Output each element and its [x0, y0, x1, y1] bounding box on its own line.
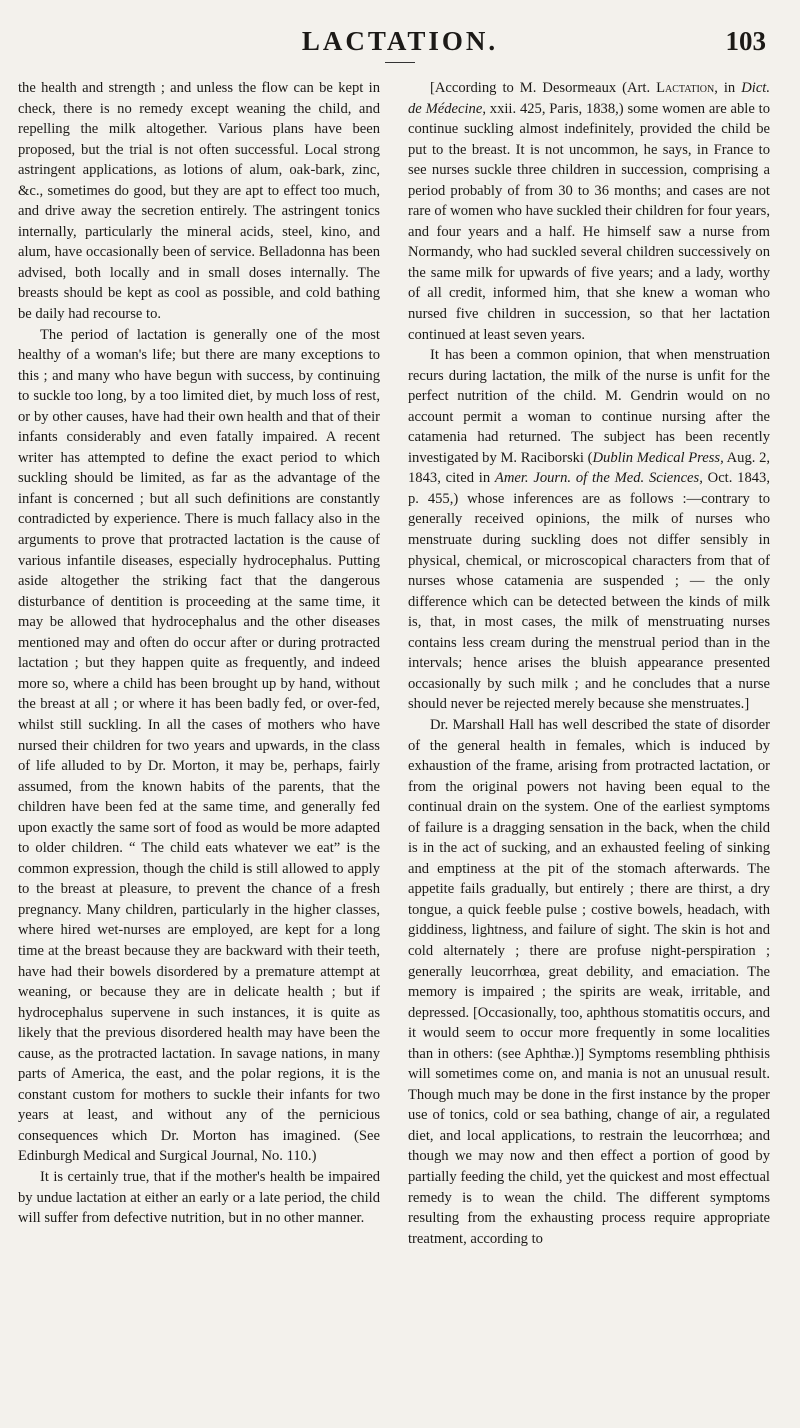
- text-run: It has been a common opinion, that when menstruation recurs during lactation, the milk of the nurse is unfit for the perfect nutrition of the child. M. Gendrin would on no account permit a woman to continue nursing after the catamenia had returned. The subject has been recently investigated by M. Raciborski (: [408, 347, 770, 466]
- running-title: LACTATION.: [301, 26, 499, 56]
- paragraph: [408, 345, 770, 715]
- header-ornament-rule: [385, 62, 415, 63]
- left-column: [18, 78, 380, 1229]
- paragraph: It is certainly true, that if the mother's health be impaired by undue lactation at either an early or a late period, the child will suffer from defective nutrition, but in no other manner.: [18, 1168, 380, 1227]
- text-run: [According to M. Desormeaux (Art.: [430, 80, 657, 96]
- right-column: [408, 78, 770, 1249]
- citation-title: Amer. Journ. of the Med. Sciences,: [494, 470, 703, 487]
- text-run: Lactation: [656, 80, 715, 96]
- citation-title: Dict. de Médecine: [408, 80, 771, 117]
- citation-title: Dublin Medical Press,: [592, 449, 724, 466]
- paragraph: Dr. Marshall Hall has well described the state of disorder of the general health in females, which is induced by exhaustion of the frame, arising from protracted lactation, or from the original powers not having been equal to the continual drain on the system. One of the earliest symptoms of failure is a dragging sensation in the back, when the child is in the act of sucking, and an exhausted feeling of sinking and emptiness at the pit of the stomach afterwards. The appetite fails gradually, but entirely ; there are thirst, a dry tongue, a quick feeble pulse ; costive bowels, headach, with giddiness, lightness, and failure of sight. The skin is hot and cold alternately ; there are profuse night-perspiration ; generally leucorrhœa, great debility, and emaciation. The memory is impaired ; the spirits are weak, irritable, and depressed. [Occasionally, too, aphthous stomatitis occurs, and it would seem to occur more frequently in some localities than in others: (see Aphthæ.)] Symptoms resembling phthisis will sometimes come on, and mania is not an unusual result. Though much may be done in the first instance by the proper use of tonics, cold or sea bathing, change of air, a regulated diet, and local applications, to restrain the leucorrhœa; and though we may now and then effect a portion of good by partially feeding the child, yet the quickest and most effectual remedy is to wean the child. The different symptoms resulting from the exhausting process require appropriate treatment, according to: [408, 716, 770, 1247]
- page-number: 103: [725, 26, 766, 56]
- paragraph: the health and strength ; and unless the flow can be kept in check, there is no remedy except weaning the child, and repelling the milk altogether. Various plans have been proposed, but the trial is not often successful. Local strong astringent applications, as lotions of alum, oak-bark, zinc, &c., sometimes do good, but they are apt to effect too much, and drive away the secretion entirely. The astringent tonics internally, particularly the mineral acids, steel, kino, and alum, have occasionally been of service. Belladonna has been advised, both locally and in small doses internally. The breasts should be kept as cool as possible, and cold bathing be daily had recourse to.: [18, 80, 380, 323]
- text-run: Aug. 2, 1843, cited in: [408, 449, 771, 487]
- text-run: , xxii. 425, Paris, 1838,) some women are able to continue suckling almost indefinitely, provided the child be put to the breast. It is not uncommon, he says, in France to see nurses suckle three children in succession, comprising a period probably of from 30 to 36 months; and cases are not rare of women who have suckled their children for four years, and four years and a half. He himself saw a nurse from Normandy, who had suckled several children successively on the same milk for upwards of five years; and a lady, worthy of all credit, informed him, that she knew a woman who nursed five children in succession, so that her lactation continued at least seven years.: [408, 100, 770, 343]
- text-run: , in: [714, 80, 742, 96]
- paragraph: [408, 78, 770, 345]
- paragraph: The period of lactation is generally one of the most healthy of a woman's life; but there are many exceptions to this ; and many who have begun with success, by continuing to suckle too long, by a too limited diet, by much loss of rest, or by other causes, have had their own health and that of their infants considerably and even fatally impaired. A recent writer has attempted to define the exact period to which suckling should be limited, as far as the advantage of the infant is concerned ; but all such definitions are constantly contradicted by experience. There is much fallacy also in the arguments to prove that protracted lactation is the cause of various infantile diseases, especially hydrocephalus. Putting aside altogether the striking fact that the dangerous disturbance of dentition is proceeding at the same time, it may be allowed that hydrocephalus and the other diseases mentioned may and often do occur after or during protracted lactation ; but they happen quite as frequently, and indeed more so, where a child has been brought up by hand, without the breast at all ; or where it has been badly fed, or over-fed, whilst still suckling. In all the cases of mothers who have nursed their children for two years and upwards, in the class of life alluded to by Dr. Morton, it may be, perhaps, fairly assumed, from the known habits of the parents, that the children have been fed at the same time, and generally fed upon exactly the same sort of food as would be more adapted to older children. “ The child eats whatever we eat” is the common expression, though the child is still allowed to apply to the breast at pleasure, to prevent the chance of a fresh pregnancy. Many children, particularly in the higher classes, where hired wet-nurses are employed, are kept for a long time at the breast because they are backward with their teeth, have had their bowels disordered by a premature attempt at weaning, or because they are in delicate health ; but if hydrocephalus supervene in such instances, it is quite as likely that the previous disordered health may have been the cause, as the protracted lactation. In savage nations, in many parts of America, the east, and the polar regions, it is the constant custom for mothers to suckle their infants for two years at least, and without any of the pernicious consequences which Dr. Morton has imagined. (See Edinburgh Medical and Surgical Journal, No. 110.): [18, 326, 380, 1165]
- text-run: Oct. 1843, p. 455,) whose inferences are as follows :—contrary to generally received opinions, the milk of nurses who menstruate during suckling does not differ sensibly in physical, chemical, or microscopical characters from that of nurses whose catamenia are suspended ; — the only difference which can be detected between the kinds of milk is, that, in most cases, the milk of menstruating nurses contains less cream during the menstrual period than in the intervals; hence arises the bluish appearance presented occasionally by such milk ; and he concludes that a nurse should never be rejected merely because she menstruates.]: [408, 470, 770, 713]
